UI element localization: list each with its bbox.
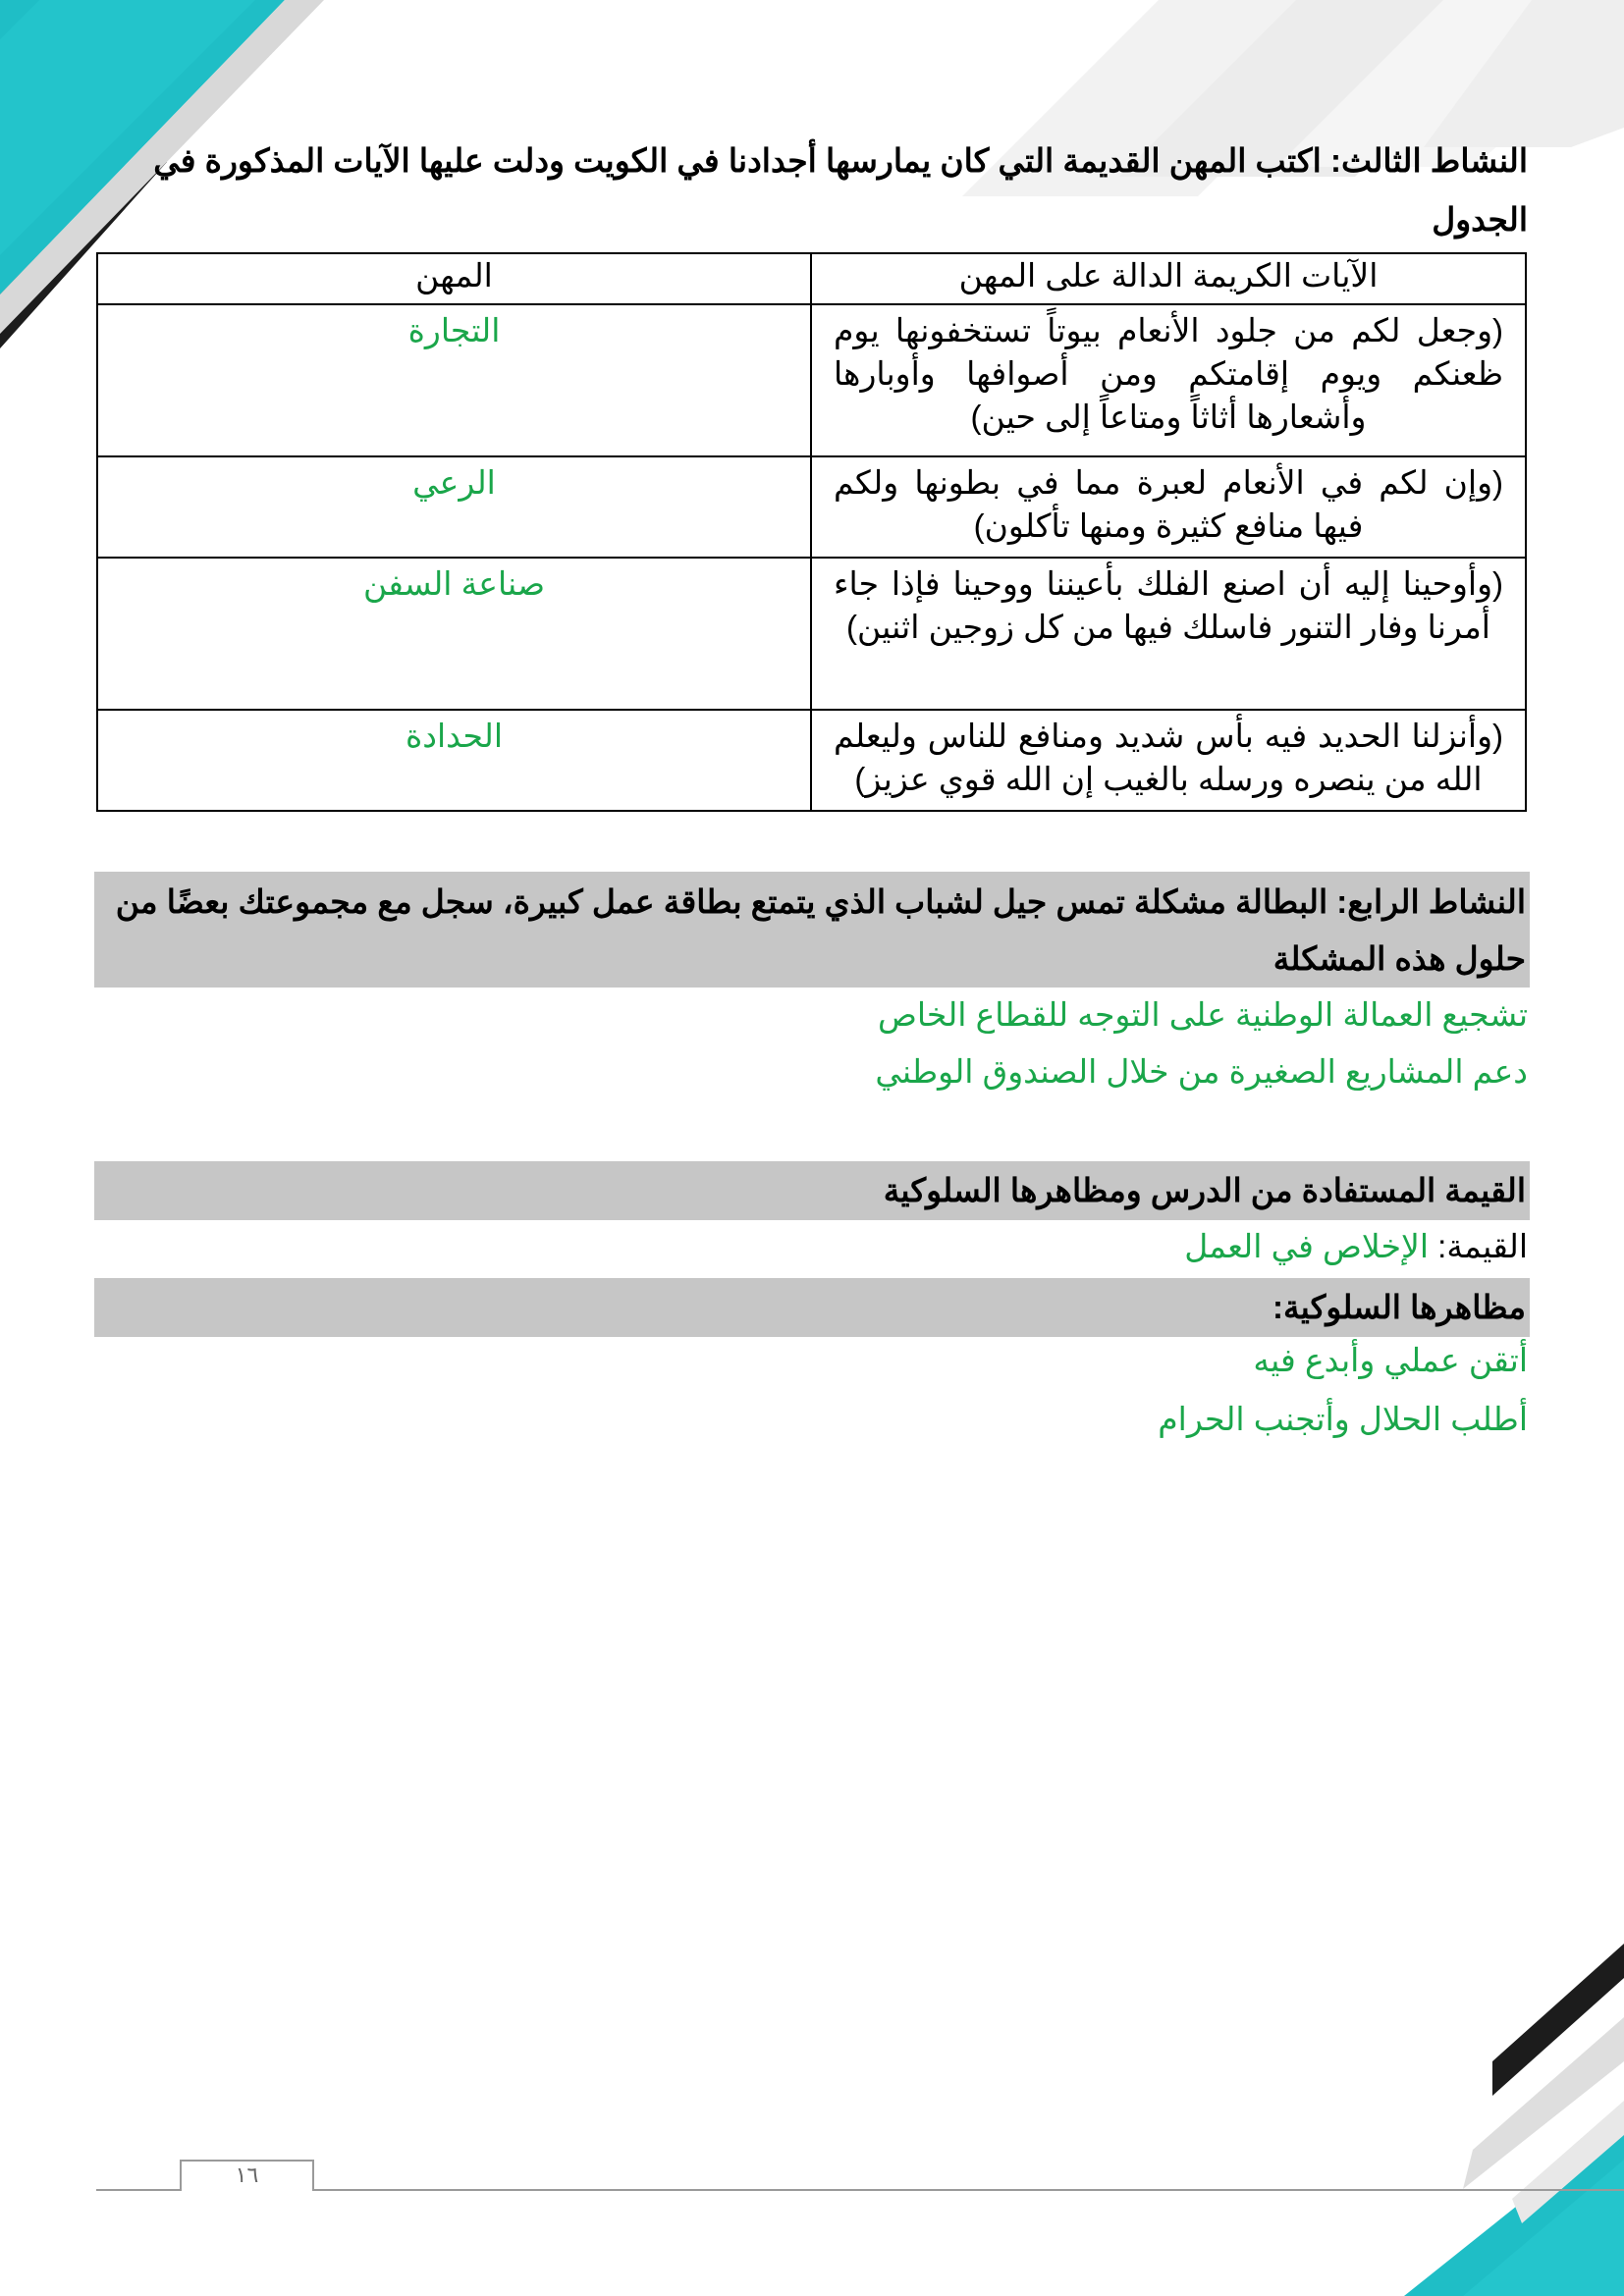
table-header-row [97, 253, 1526, 304]
value-section-title: القيمة المستفادة من الدرس ومظاهرها السلوكية [94, 1161, 1530, 1220]
header-professions: المهن [97, 253, 811, 304]
value-answer: الإخلاص في العمل [1184, 1228, 1429, 1264]
activity3-title-text: اكتب المهن القديمة التي كان يمارسها أجدادنا في الكويت ودلت عليها الآيات المذكورة في الجدول [153, 142, 1528, 238]
behaviors-title: مظاهرها السلوكية: [94, 1278, 1530, 1337]
activity3-title-bold: النشاط الثالث: [1329, 142, 1528, 179]
behavior-item-2: أطلب الحلال وأتجنب الحرام [1158, 1401, 1528, 1437]
activity4-answer-2: دعم المشاريع الصغيرة من خلال الصندوق الوطني [875, 1053, 1528, 1090]
behavior-item-1: أتقن عملي وأبدع فيه [1253, 1342, 1528, 1378]
profession-cell: الرعي [97, 456, 811, 558]
table-row [97, 456, 1526, 558]
activity4-title: النشاط الرابع: البطالة مشكلة تمس جيل لشباب الذي يتمتع بطاقة عمل كبيرة، سجل مع مجموعتك بعضًا من حلول هذه المشكلة [115, 883, 1526, 977]
activity4-heading [94, 872, 1530, 988]
value-line [96, 1225, 1528, 1268]
table-row [97, 558, 1526, 710]
bottom-right-decoration [1316, 1924, 1624, 2296]
profession-cell: صناعة السفن [97, 558, 811, 710]
verse-cell: (وأنزلنا الحديد فيه بأس شديد ومنافع للناس وليعلم الله من ينصره ورسله بالغيب إن الله قوي عزيز) [811, 710, 1526, 811]
verse-cell: (وجعل لكم من جلود الأنعام بيوتاً تستخفونها يوم ظعنكم ويوم إقامتكم ومن أصوافها وأوبارها وأشعارها أثاثاً ومتاعاً إلى حين) [811, 304, 1526, 456]
footer-rule [96, 2189, 1624, 2191]
table-row [97, 304, 1526, 456]
profession-cell: التجارة [97, 304, 811, 456]
activity4-answer-1: تشجيع العمالة الوطنية على التوجه للقطاع الخاص [877, 996, 1528, 1033]
header-verses: الآيات الكريمة الدالة على المهن [811, 253, 1526, 304]
verse-cell: (وأوحينا إليه أن اصنع الفلك بأعيننا ووحينا فإذا جاء أمرنا وفار التنور فاسلك فيها من كل زوجين اثنين) [811, 558, 1526, 710]
activity3-heading [96, 132, 1528, 249]
verse-cell: (وإن لكم في الأنعام لعبرة مما في بطونها ولكم فيها منافع كثيرة ومنها تأكلون) [811, 456, 1526, 558]
profession-cell: الحدادة [97, 710, 811, 811]
value-label: القيمة: [1437, 1228, 1528, 1264]
table-row [97, 710, 1526, 811]
page-number: ١٦ [180, 2160, 314, 2191]
professions-table [96, 252, 1527, 812]
